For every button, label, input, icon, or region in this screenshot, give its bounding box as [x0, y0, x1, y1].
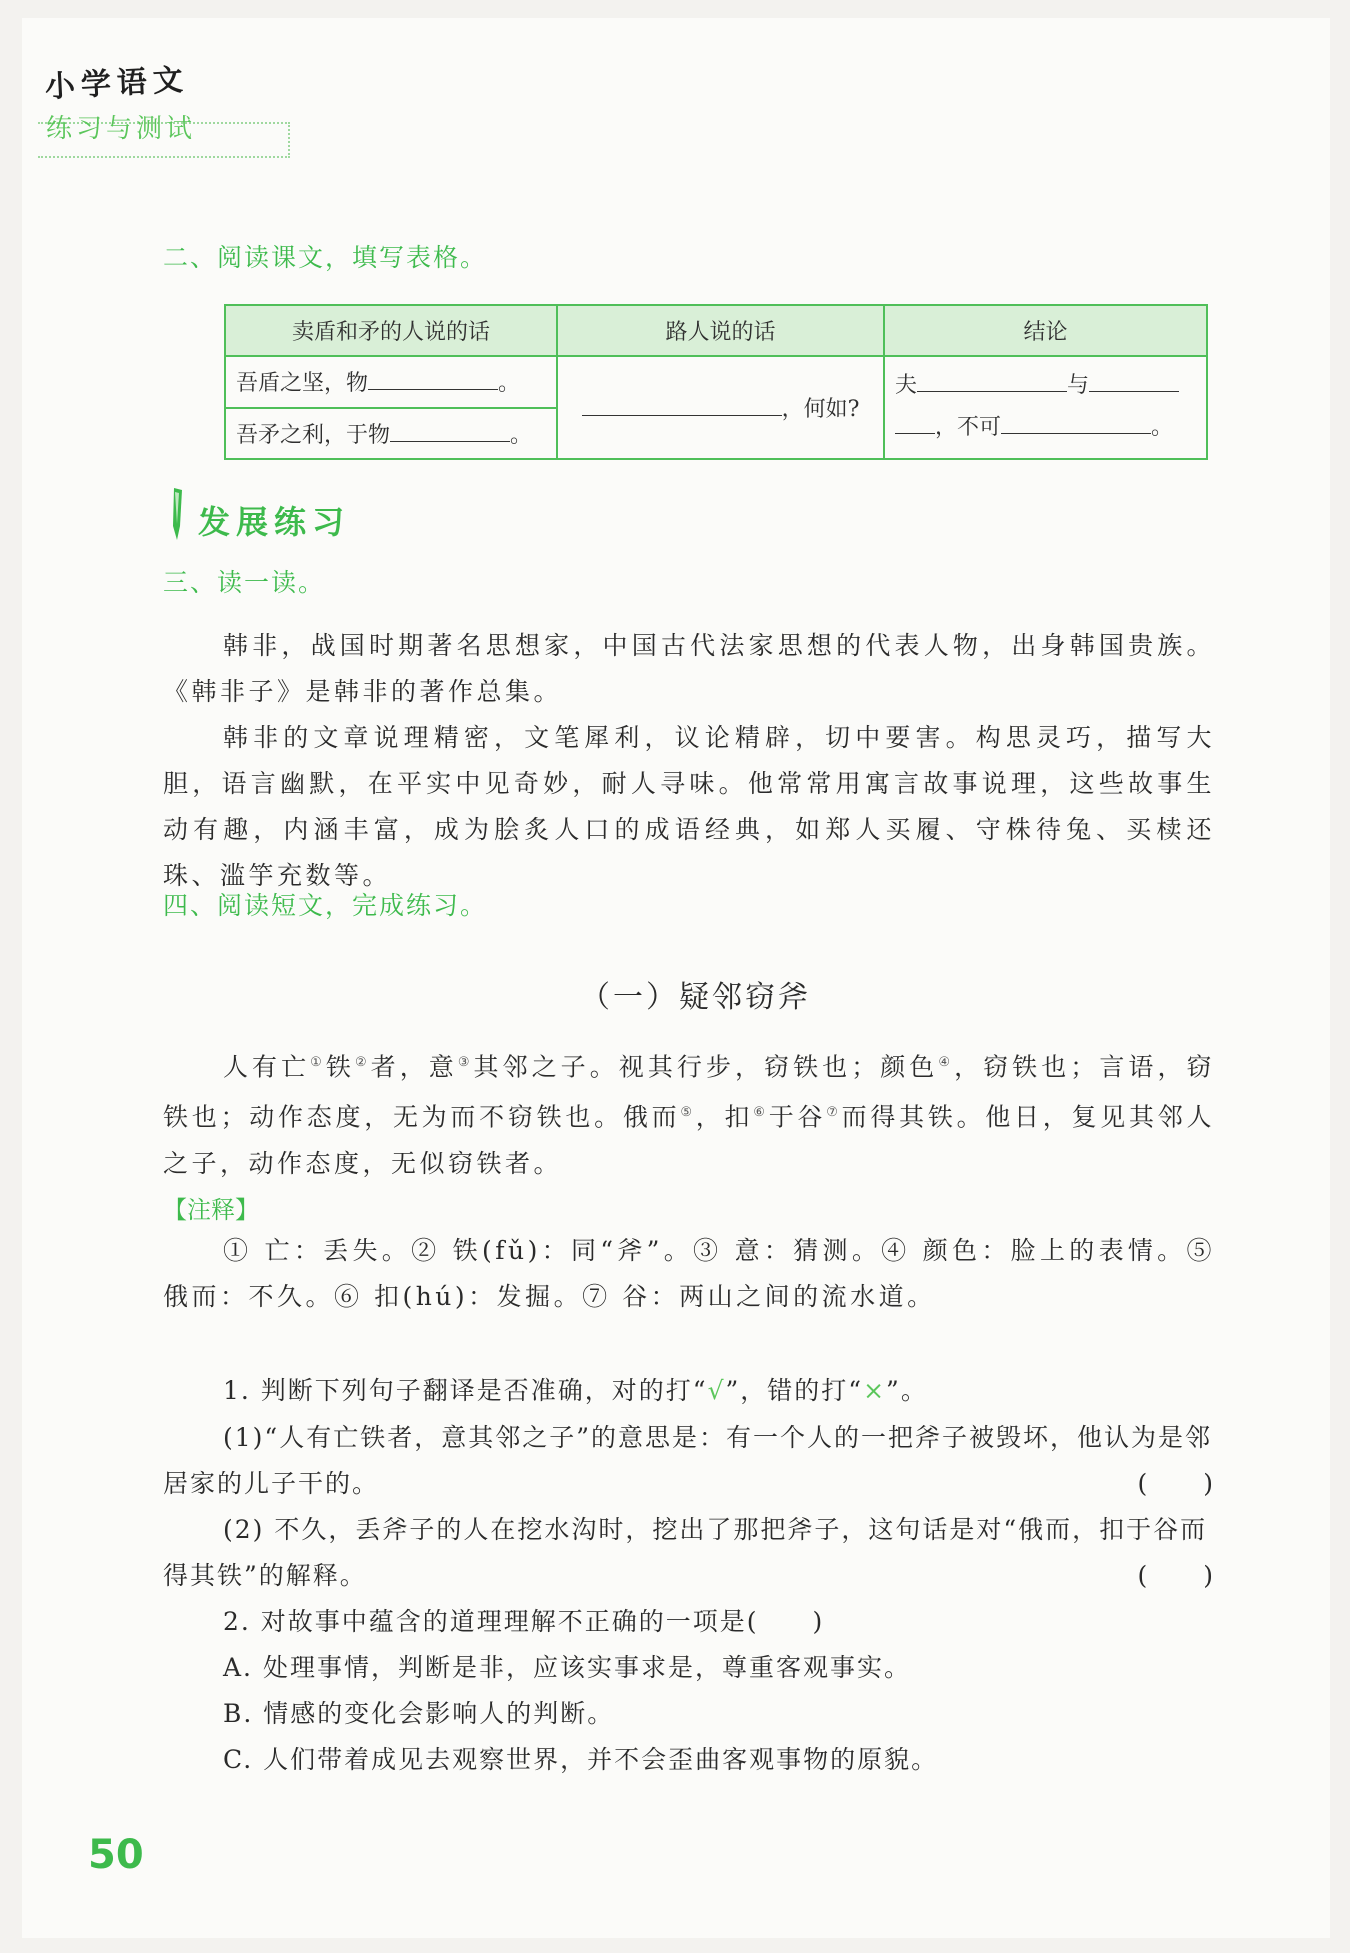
answer-paren[interactable]: ( ) — [1137, 1561, 1215, 1590]
story-segment: 人有亡 — [223, 1052, 311, 1082]
cell-text: 夫 — [895, 373, 918, 399]
answer-blank[interactable] — [1089, 373, 1179, 392]
cell-text: ，何如? — [781, 396, 860, 422]
item-text: (2) 不久，丢斧子的人在挖水沟时，挖出了那把斧子，这句话是对“俄而，扣于谷而得其铁”的解释。 — [163, 1515, 1208, 1590]
story-segment: 而得其铁。他日，复见其邻人之子，动作态度，无似窃铁者。 — [163, 1102, 1216, 1178]
story-segment: 其邻之子。视其行步，窃铁也；颜色 — [473, 1052, 939, 1082]
question-1-item-1 — [163, 1415, 1215, 1507]
section-3-heading: 三、读一读。 — [163, 568, 326, 597]
prompt-text: ”，错的打“ — [725, 1376, 864, 1405]
notes-label: 【注释】 — [163, 1196, 259, 1224]
table-header-cell: 结论 — [884, 305, 1207, 356]
book-title: 小学语文 — [44, 62, 190, 106]
cell-text: 吾盾之坚，物 — [236, 371, 369, 397]
story-segment: 者，意 — [370, 1052, 458, 1082]
fill-in-table — [224, 304, 1208, 460]
table-cell — [225, 356, 557, 409]
answer-blank[interactable] — [582, 397, 782, 416]
cell-punct: 。 — [1151, 415, 1174, 441]
answer-blank[interactable] — [917, 373, 1067, 392]
cell-text: 吾矛之利，于物 — [236, 423, 391, 449]
story-segment: 于谷 — [768, 1102, 827, 1132]
table-header-cell: 路人说的话 — [557, 305, 884, 356]
story-segment: ，窃铁也；言语，窃铁也；动作态度，无为而不窃铁也。俄而 — [163, 1052, 1215, 1132]
section-4-heading: 四、阅读短文，完成练习。 — [163, 891, 488, 920]
option-c[interactable]: C. 人们带着成见去观察世界，并不会歪曲客观事物的原貌。 — [223, 1745, 939, 1774]
footnote-marker: ⑤ — [680, 1105, 696, 1121]
footnote-marker: ⑦ — [826, 1105, 842, 1121]
table-cell — [557, 356, 884, 459]
table-row — [225, 356, 1207, 409]
cell-punct: 。 — [510, 423, 533, 449]
page-number: 50 — [88, 1832, 144, 1878]
prompt-text: ”。 — [886, 1376, 928, 1405]
reading-paragraph: 韩非，战国时期著名思想家，中国古代法家思想的代表人物，出身韩国贵族。《韩非子》是韩非的著作总集。 — [163, 631, 1215, 706]
prompt-text: 1. 判断下列句子翻译是否准确，对的打“ — [223, 1376, 708, 1405]
footnote-marker: ⑥ — [753, 1105, 769, 1121]
check-mark-icon: √ — [707, 1376, 726, 1405]
footnote-marker: ④ — [938, 1055, 955, 1070]
answer-blank[interactable] — [1001, 415, 1151, 434]
story-text — [163, 1040, 1215, 1187]
develop-practice-title: 发展练习 — [198, 503, 351, 541]
answer-paren[interactable]: ( ) — [1137, 1469, 1215, 1498]
answer-blank[interactable] — [368, 371, 498, 390]
story-title: （一）疑邻窃斧 — [580, 980, 811, 1015]
question-1-item-2 — [163, 1507, 1215, 1599]
table-header-row — [225, 305, 1207, 356]
story-segment: 铁 — [325, 1052, 355, 1082]
table-cell — [884, 356, 1207, 459]
reading-paragraph: 韩非的文章说理精密，文笔犀利，议论精辟，切中要害。构思灵巧，描写大胆，语言幽默，在平实中见奇妙，耐人寻味。他常常用寓言故事说理，这些故事生动有趣，内涵丰富，成为脍炙人口的成语经典，如郑人买履、守株待兔、买椟还珠、滥竽充数等。 — [163, 723, 1215, 890]
question-1-prompt — [163, 1368, 1215, 1414]
table-cell — [225, 408, 557, 459]
footnote-marker: ③ — [457, 1055, 474, 1070]
option-b[interactable]: B. 情感的变化会影响人的判断。 — [223, 1699, 615, 1728]
option-a[interactable]: A. 处理事情，判断是非，应该实事求是，尊重客观事实。 — [223, 1653, 911, 1682]
question-2-prompt: 2. 对故事中蕴含的道理理解不正确的一项是( ) — [223, 1607, 825, 1636]
notes-text: ① 亡：丢失。② 铁(fǔ)：同“斧”。③ 意：猜测。④ 颜色：脸上的表情。⑤ 俄而：不久。⑥ 扣(hú)：发掘。⑦ 谷：两山之间的流水道。 — [163, 1236, 1215, 1311]
cell-text: ，不可 — [935, 415, 1002, 441]
footnote-marker: ① — [310, 1055, 326, 1070]
section-2-heading: 二、阅读课文，填写表格。 — [163, 243, 488, 272]
table-header-cell: 卖盾和矛的人说的话 — [225, 305, 557, 356]
cell-text: 与 — [1067, 373, 1090, 399]
story-segment: ，扣 — [695, 1102, 754, 1132]
cell-punct: 。 — [498, 371, 521, 397]
item-text: (1)“人有亡铁者，意其邻之子”的意思是：有一个人的一把斧子被毁坏，他认为是邻居家的儿子干的。 — [163, 1423, 1212, 1498]
answer-blank[interactable] — [390, 423, 510, 442]
cross-mark-icon: × — [863, 1376, 887, 1405]
book-subtitle: 练习与测试 — [46, 114, 197, 144]
footnote-marker: ② — [354, 1055, 371, 1070]
answer-blank[interactable] — [895, 415, 935, 434]
pencil-icon — [166, 486, 188, 544]
